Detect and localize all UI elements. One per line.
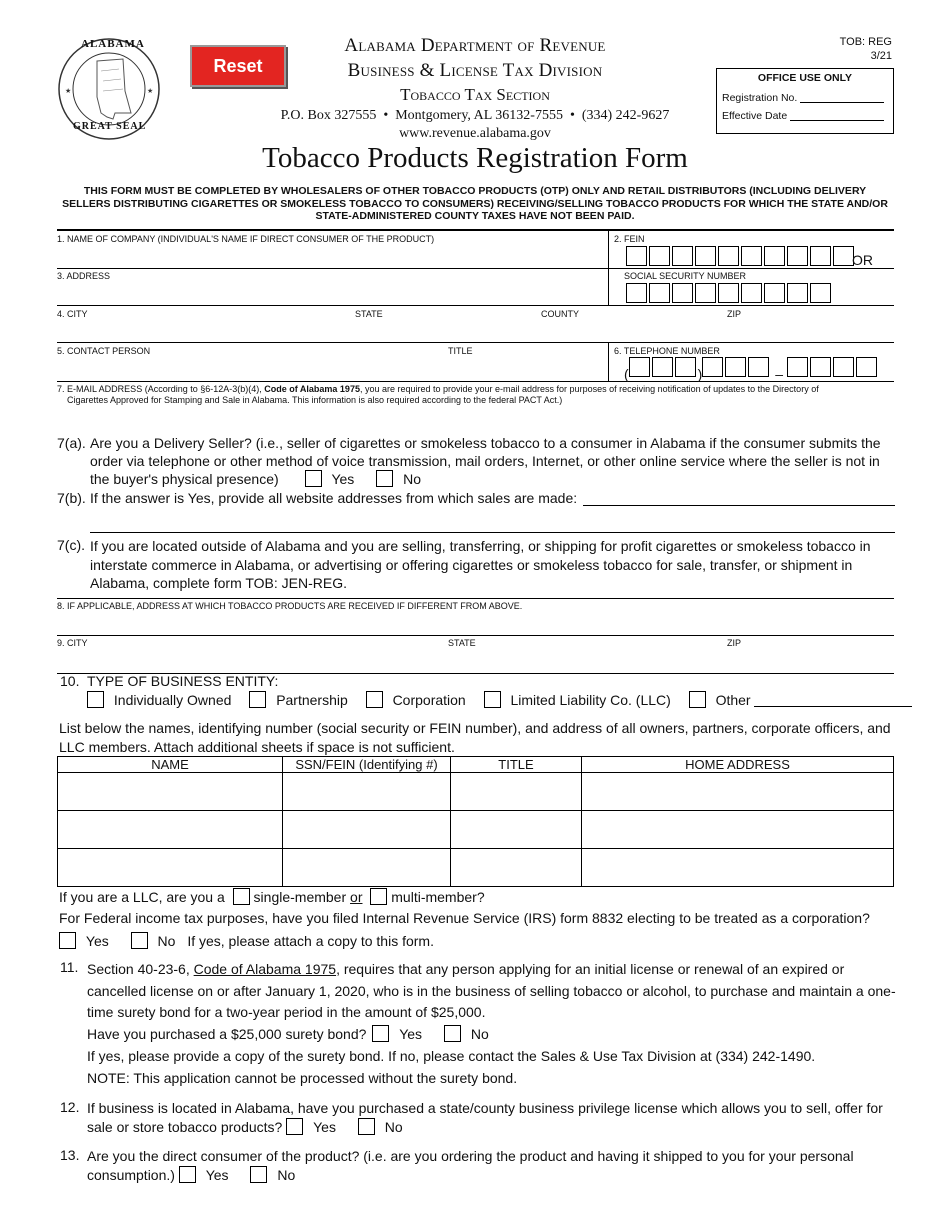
- section-name: Tobacco Tax Section: [400, 85, 550, 104]
- irs-no-checkbox[interactable]: [131, 932, 148, 949]
- seal-top-text: ALABAMA: [81, 38, 145, 50]
- q12-label: 12.: [60, 1099, 80, 1115]
- registration-no-label: Registration No.: [722, 92, 798, 104]
- contact-title-label: TITLE: [448, 346, 473, 356]
- company-name-label: 1. NAME OF COMPANY (INDIVIDUAL'S NAME IF DIRECT CONSUMER OF THE PRODUCT): [57, 234, 435, 244]
- entity-other-checkbox[interactable]: [689, 691, 706, 708]
- alt-address-field[interactable]: [57, 612, 894, 632]
- q12-no-checkbox[interactable]: [358, 1118, 375, 1135]
- q11-no-checkbox[interactable]: [444, 1025, 461, 1042]
- alt-city-label: 9. CITY: [57, 638, 88, 648]
- q13-label: 13.: [60, 1147, 80, 1163]
- alt-address-label: 8. IF APPLICABLE, ADDRESS AT WHICH TOBACCO PRODUCTS ARE RECEIVED IF DIFFERENT FROM ABOVE.: [57, 601, 523, 611]
- llc-single-checkbox[interactable]: [233, 888, 250, 905]
- ssn-label: SOCIAL SECURITY NUMBER: [624, 271, 747, 281]
- llc-question: If you are a LLC, are you a single-member or multi-member?: [59, 889, 485, 905]
- q11-no-label: No: [470, 1025, 489, 1042]
- llc-single-label: single-member: [253, 889, 347, 905]
- county-label: COUNTY: [541, 309, 579, 319]
- owners-table: [57, 756, 894, 887]
- irs-no-label: No: [157, 933, 176, 949]
- fein-label: 2. FEIN: [614, 234, 645, 244]
- ssn-boxes[interactable]: [626, 283, 833, 303]
- q7c-text: If you are located outside of Alabama and you are selling, transferring, or shipping for profit cigarettes or smokeless tobacco in interstate commerce in Alabama, or advertising or offering cigarettes or smokeless tobacco for sale, transfer, or shipment in Alabama, complete form TOB: JEN-REG.: [90, 538, 871, 591]
- dept-name: Alabama Department of Revenue: [344, 35, 606, 56]
- q7a-yes-label: Yes: [331, 471, 355, 487]
- entity-individual-checkbox[interactable]: [87, 691, 104, 708]
- entity-corporation-checkbox[interactable]: [366, 691, 383, 708]
- llc-multi-label: multi-member?: [391, 889, 485, 905]
- q7a-label: 7(a).: [57, 435, 86, 451]
- q12-yes-checkbox[interactable]: [286, 1118, 303, 1135]
- table-row[interactable]: [58, 773, 894, 811]
- city-label: 4. CITY: [57, 309, 88, 319]
- telephone-label: 6. TELEPHONE NUMBER: [614, 346, 720, 356]
- llc-multi-checkbox[interactable]: [370, 888, 387, 905]
- q13-yes-checkbox[interactable]: [179, 1166, 196, 1183]
- entity-corporation-label: Corporation: [392, 692, 466, 708]
- contact-person-label: 5. CONTACT PERSON: [57, 346, 151, 356]
- or-label: OR: [852, 252, 873, 268]
- svg-text:★: ★: [65, 88, 72, 95]
- entity-individual-label: Individually Owned: [113, 692, 232, 708]
- form-title: Tobacco Products Registration Form: [262, 142, 688, 174]
- email-field[interactable]: [57, 408, 894, 426]
- form-code: TOB: REG: [839, 36, 892, 48]
- entity-other-label: Other: [715, 692, 751, 708]
- office-use-box: [716, 68, 894, 134]
- q7c-label: 7(c).: [57, 537, 85, 553]
- fein-boxes[interactable]: [626, 246, 856, 266]
- irs-yes-label: Yes: [85, 933, 109, 949]
- alt-state-label: STATE: [448, 638, 476, 648]
- address-label: 3. ADDRESS: [57, 271, 111, 281]
- zip-label: ZIP: [727, 309, 742, 319]
- col-name: NAME: [58, 757, 283, 773]
- q7b-text: If the answer is Yes, provide all website addresses from which sales are made:: [90, 490, 578, 506]
- form-date: 3/21: [870, 50, 892, 62]
- irs-question: For Federal income tax purposes, have you filed Internal Revenue Service (IRS) form 8832 electing to be treated as a corporation?: [59, 910, 870, 926]
- entity-llc-checkbox[interactable]: [484, 691, 501, 708]
- q13-yes-label: Yes: [205, 1166, 229, 1183]
- q13-no-checkbox[interactable]: [250, 1166, 267, 1183]
- q7a-no-label: No: [403, 471, 421, 487]
- entity-llc-label: Limited Liability Co. (LLC): [510, 692, 671, 708]
- city-field[interactable]: [57, 320, 894, 340]
- q11-yes-label: Yes: [399, 1025, 423, 1042]
- division-name: Business & License Tax Division: [347, 60, 603, 81]
- table-row[interactable]: [58, 811, 894, 849]
- q12-yes-label: Yes: [313, 1118, 336, 1135]
- col-home-address: HOME ADDRESS: [582, 757, 894, 773]
- state-seal: [57, 37, 161, 141]
- alt-zip-label: ZIP: [727, 638, 742, 648]
- office-use-title: OFFICE USE ONLY: [757, 72, 853, 84]
- q13-no-label: No: [277, 1166, 296, 1183]
- dept-address: P.O. Box 327555 • Montgomery, AL 36132-7555 • (334) 242-9627: [280, 108, 670, 123]
- col-title: TITLE: [451, 757, 582, 773]
- q13-text: Are you the direct consumer of the product? (i.e. are you ordering the product and having it shipped to you for your personal consumption.) Yes No: [87, 1148, 854, 1183]
- entity-partnership-checkbox[interactable]: [249, 691, 266, 708]
- state-label: STATE: [355, 309, 383, 319]
- q12-no-label: No: [384, 1118, 403, 1135]
- company-name-field[interactable]: [57, 246, 605, 266]
- entity-partnership-label: Partnership: [276, 692, 348, 708]
- q7b-label: 7(b).: [57, 490, 86, 506]
- q11-text: Section 40-23-6, Code of Alabama 1975, requires that any person applying for an initial license or renewal of an expired or cancelled license on or after January 1, 2020, who is in the business of selling tobacco or alcohol, to purchase and maintain a one- time surety bond for a two-year period in the amount of $25,000. Have you purchased a $25,000 surety bond? Yes No If yes, please provide a copy of the surety bond. If no, please contact the Sales & Use Tax Division at (334) 242-1490. NOTE: This application cannot be processed without the surety bond.: [87, 961, 896, 1086]
- owners-intro: List below the names, identifying number (social security or FEIN number), and address of all owners, partners, corporate officers, and LLC members. Attach additional sheets if space is not sufficient.: [59, 720, 891, 755]
- irs-answers: [59, 932, 434, 949]
- reset-button[interactable]: Reset: [190, 45, 286, 87]
- contact-person-field[interactable]: [57, 358, 605, 378]
- effective-date-field[interactable]: [790, 120, 884, 121]
- irs-yes-checkbox[interactable]: [59, 932, 76, 949]
- q12-text: If business is located in Alabama, have you purchased a state/county business privilege license which allows you to sell, offer for sale or store tobacco products? Yes No: [87, 1100, 883, 1135]
- svg-text:★: ★: [147, 88, 154, 95]
- q7a-no-checkbox[interactable]: [376, 470, 393, 487]
- alt-city-field[interactable]: [57, 650, 894, 670]
- registration-no-field[interactable]: [800, 102, 884, 103]
- col-ssn: SSN/FEIN (Identifying #): [283, 757, 451, 773]
- business-entity-title: 10. TYPE OF BUSINESS ENTITY:: [60, 673, 279, 689]
- address-field[interactable]: [57, 283, 605, 303]
- q7b-website-field-2[interactable]: [90, 532, 895, 533]
- table-row[interactable]: [58, 849, 894, 887]
- dept-website: www.revenue.alabama.gov: [399, 126, 551, 141]
- q7b-website-field[interactable]: [583, 505, 895, 506]
- q11-yes-checkbox[interactable]: [372, 1025, 389, 1042]
- effective-date-label: Effective Date: [722, 110, 788, 122]
- llc-or-label: or: [350, 889, 363, 905]
- email-label: 7. E-MAIL ADDRESS (According to §6-12A-3(b)(4), Code of Alabama 1975, you are required to provide your e-mail address for purposes of receiving notification of updates to the Directory of Cigarettes Approved for Stamping and Sale in Alabama. This information is also required according to the federal PACT Act.): [57, 384, 819, 405]
- entity-other-field[interactable]: [754, 706, 912, 707]
- instructions: THIS FORM MUST BE COMPLETED BY WHOLESALERS OF OTHER TOBACCO PRODUCTS (OTP) ONLY AND RETAIL DISTRIBUTORS (INCLUDING DELIVERY SELLERS DISTRIBUTING CIGARETTES OR SMOKELESS TOBACCO TO CONSUMERS) RECEIVING/SELLING TOBACCO PRODUCTS FOR WHICH THE STATE AND/OR STATE-ADMINISTERED COUNTY TAXES HAVE NOT BEEN PAID.: [62, 185, 888, 222]
- q7a-text: Are you a Delivery Seller? (i.e., seller of cigarettes or smokeless tobacco to a consumer in Alabama if the consumer submits the order via telephone or other method of voice transmission, mail orders, Internet, or other online service where the seller is not in the buyer's physical presence) Yes No: [90, 435, 881, 487]
- business-entity-options: [87, 691, 912, 708]
- telephone-boxes[interactable]: ( ) –: [624, 357, 879, 382]
- irs-note: If yes, please attach a copy to this form.: [187, 933, 434, 949]
- q7a-yes-checkbox[interactable]: [305, 470, 322, 487]
- q11-label: 11.: [60, 959, 79, 975]
- seal-bottom-text: GREAT SEAL: [73, 121, 147, 132]
